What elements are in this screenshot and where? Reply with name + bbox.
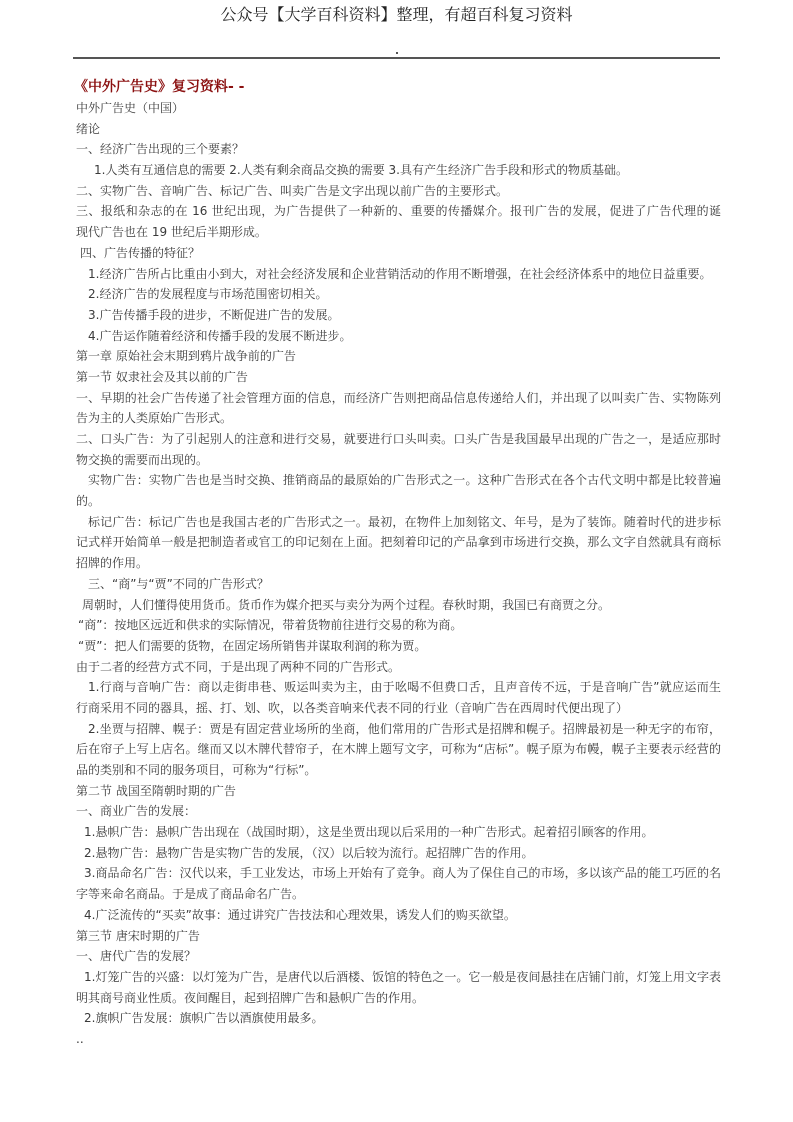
section-heading: 第一节 奴隶社会及其以前的广告 xyxy=(76,369,248,384)
trailing-marks: .. xyxy=(76,1031,84,1046)
list-item: 2.坐贾与招牌、幌子：贾是有固定营业场所的坐商，他们常用的广告形式是招牌和幌子。招牌最初是一种无字的布帘， xyxy=(88,721,721,736)
list-item: 3.广告传播手段的进步，不断促进广告的发展。 xyxy=(88,307,340,322)
paragraph-line: 现代广告也在 19 世纪后半期形成。 xyxy=(76,225,267,240)
paragraph-line: 行商采用不同的器具，摇、打、划、吹，以各类音响来代表不同的行业（音响广告在西周时代便出现了） xyxy=(76,700,629,715)
question-heading: 一、商业广告的发展： xyxy=(76,804,197,819)
header-dot xyxy=(396,52,398,54)
list-item: 4.广告运作随着经济和传播手段的发展不断进步。 xyxy=(88,328,352,343)
paragraph-line: 品的类别和不同的服务项目，可称为“行标”。 xyxy=(76,763,317,777)
question-heading: 三、“商”与“贾”不同的广告形式？ xyxy=(88,576,269,591)
list-item: 4.广泛流传的“买卖”故事：通过讲究广告技法和心理效果，诱发人们的购买欲望。 xyxy=(84,907,516,922)
list-item: 2.悬物广告：悬物广告是实物广告的发展，（汉）以后较为流行。起招牌广告的作用。 xyxy=(84,845,534,860)
list-item: 1.灯笼广告的兴盛：以灯笼为广告，是唐代以后酒楼、饭馆的特色之一。它一般是夜间悬挂在店铺门前，灯笼上用文字表 xyxy=(84,969,721,984)
paragraph-line: “贾”：把人们需要的货物，在固定场所销售并谋取利润的称为贾。 xyxy=(78,638,427,653)
paragraph-line: 三、报纸和杂志的在 16 世纪出现，为广告提供了一种新的、重要的传播媒介。报刊广告的发展，促进了广告代理的诞 xyxy=(76,204,721,219)
paragraph-line: 由于二者的经营方式不同，于是出现了两种不同的广告形式。 xyxy=(76,659,401,674)
list-item: 1.悬帜广告：悬帜广告出现在（战国时期），这是坐贾出现以后采用的一种广告形式。起着招引顾客的作用。 xyxy=(84,825,654,840)
section-heading: 第二节 战国至隋朝时期的广告 xyxy=(76,783,236,798)
list-item: 3.商品命名广告：汉代以来，手工业发达，市场上开始有了竞争。商人为了保住自己的市场，多以该产品的能工巧匠的名 xyxy=(84,866,721,881)
question-heading: 一、经济广告出现的三个要素？ xyxy=(76,142,245,157)
section-heading: 第三节 唐宋时期的广告 xyxy=(76,928,200,943)
paragraph-line: 二、实物广告、音响广告、标记广告、叫卖广告是文字出现以前广告的主要形式。 xyxy=(76,183,509,198)
paragraph-line: 标记广告：标记广告也是我国古老的广告形式之一。最初，在物件上加刻铭文、年号，是为了装饰。随着时代的进步标 xyxy=(88,514,721,529)
paragraph-line: 1.人类有互通信息的需要 2.人类有剩余商品交换的需要 3.具有产生经济广告手段和形式的物质基础。 xyxy=(94,163,628,178)
question-heading: 一、唐代广告的发展？ xyxy=(76,949,197,964)
paragraph-line: 的。 xyxy=(76,494,101,509)
section-heading: 绪论 xyxy=(76,121,101,136)
list-item: 2.旗帜广告发展：旗帜广告以酒旗使用最多。 xyxy=(84,1011,324,1026)
paragraph-line: 物交换的需要而出现的。 xyxy=(76,452,209,467)
list-item: 1.经济广告所占比重由小到大，对社会经济发展和企业营销活动的作用不断增强，在社会经济体系中的地位日益重要。 xyxy=(88,266,712,281)
paragraph-line: “商”：按地区远近和供求的实际情况，带着货物前往进行交易的称为商。 xyxy=(78,618,463,633)
paragraph-line: 二、口头广告：为了引起别人的注意和进行交易，就要进行口头叫卖。口头广告是我国最早出现的广告之一，是适应那时 xyxy=(76,432,721,446)
paragraph-line: 字等来命名商品。于是成了商品命名广告。 xyxy=(76,887,305,902)
paragraph-line: 告为主的人类原始广告形式。 xyxy=(76,411,233,426)
paragraph-line: 周朝时，人们懂得使用货币。货币作为媒介把买与卖分为两个过程。春秋时期，我国已有商贾之分。 xyxy=(82,597,611,612)
chapter-heading: 第一章 原始社会末期到鸦片战争前的广告 xyxy=(76,349,296,364)
question-heading: 四、广告传播的特征？ xyxy=(80,245,201,260)
paragraph-line: 一、早期的社会广告传递了社会管理方面的信息，而经济广告则把商品信息传递给人们，并出现了以叫卖广告、实物陈列 xyxy=(76,390,721,405)
page-header: 公众号【大学百科资料】整理，有超百科复习资料 xyxy=(220,5,573,24)
subtitle: 中外广告史（中国） xyxy=(76,101,185,115)
paragraph-line: 记式样开始简单一般是把制造者或官工的印记刻在上面。把刻着印记的产品拿到市场进行交换，那么文字自然就具有商标 xyxy=(76,535,721,550)
list-item: 2.经济广告的发展程度与市场范围密切相关。 xyxy=(88,287,328,302)
list-item: 1.行商与音响广告：商以走街串巷、贩运叫卖为主，由于吆喝不但费口舌，且声音传不远，于是音响广告”就应运而生 xyxy=(88,680,721,695)
paragraph-line: 招牌的作用。 xyxy=(76,556,149,571)
header-divider xyxy=(73,57,720,59)
document-title: 《中外广告史》复习资料- - xyxy=(74,79,245,95)
paragraph-line: 实物广告：实物广告也是当时交换、推销商品的最原始的广告形式之一。这种广告形式在各个古代文明中都是比较普遍 xyxy=(88,473,721,488)
paragraph-line: 明其商号商业性质。夜间醒目，起到招牌广告和悬帜广告的作用。 xyxy=(76,990,425,1005)
document-body xyxy=(76,98,721,1050)
paragraph-line: 后在帘子上写上店名。继而又以木牌代替帘子，在木牌上题写文字，可称为“店标”。幌子原为布幔，幌子主要表示经营的 xyxy=(76,742,721,757)
